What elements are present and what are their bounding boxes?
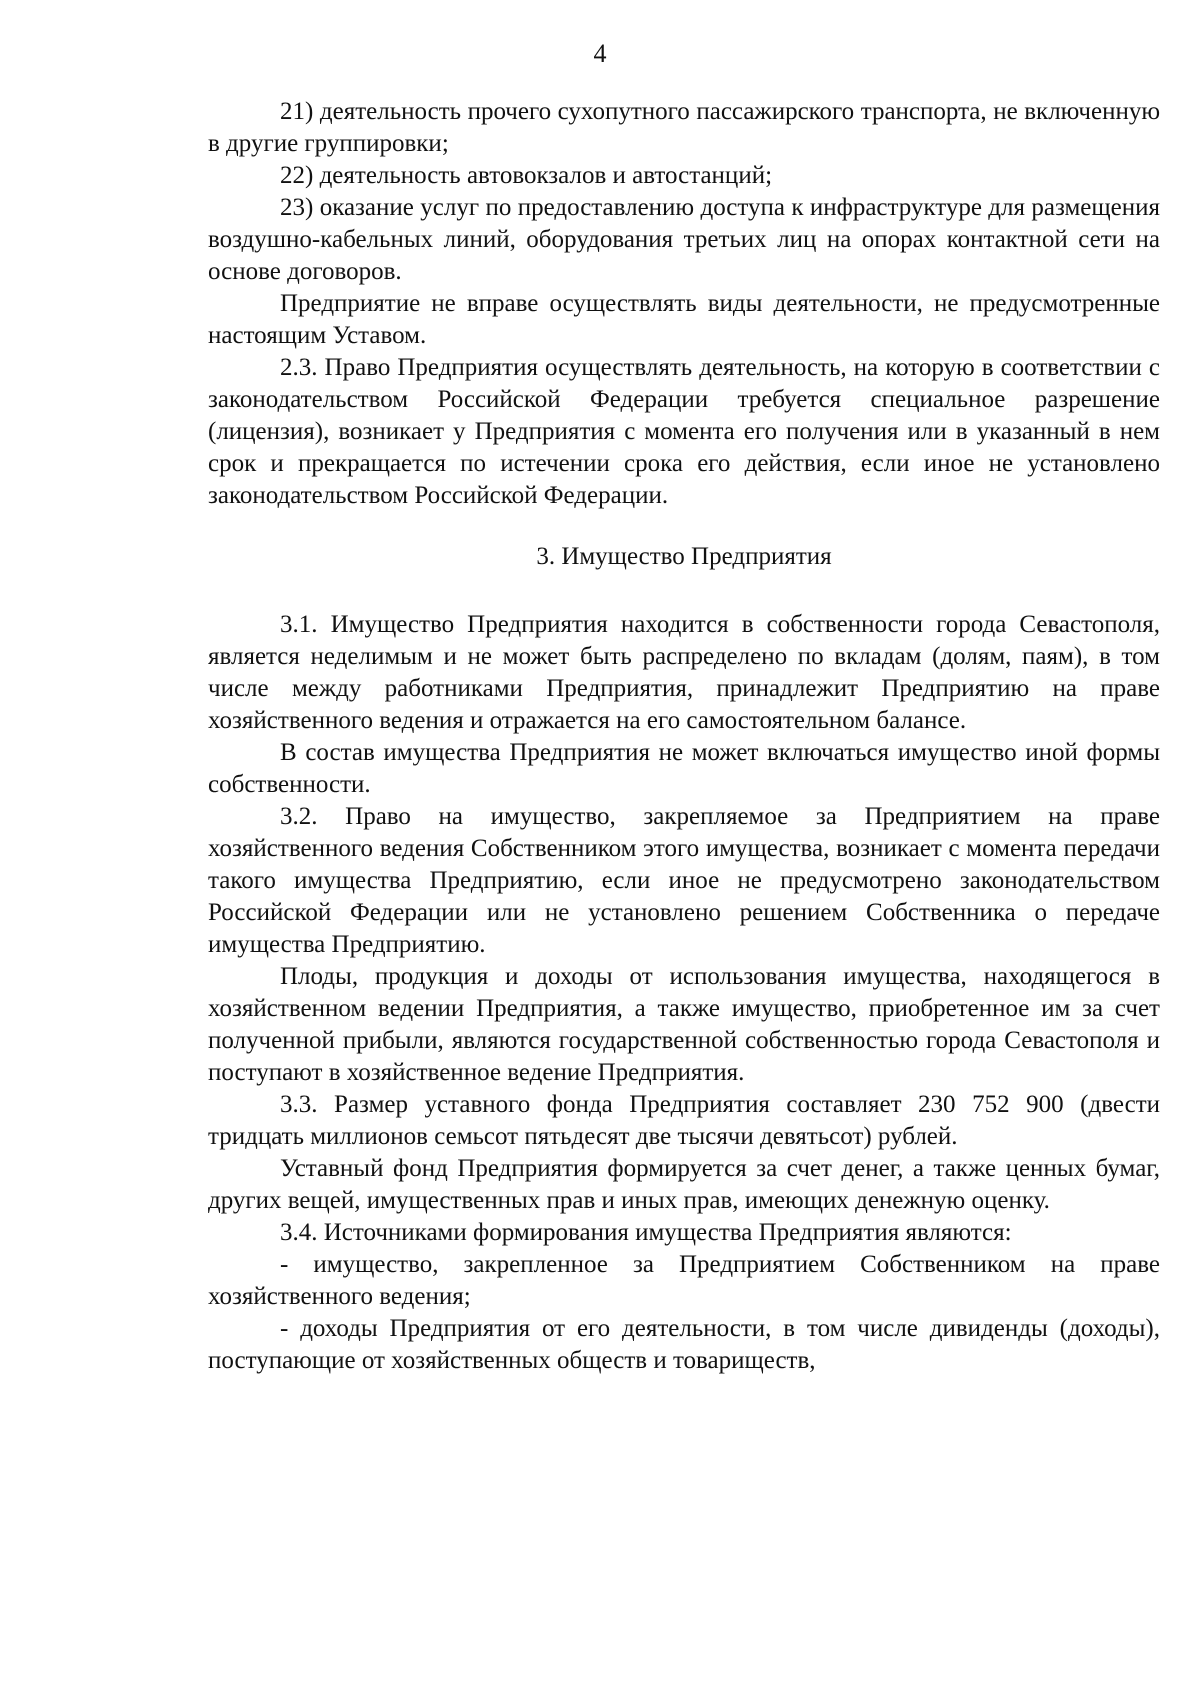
- paragraph-3-4-item-1: - имущество, закрепленное за Предприятием Собственником на праве хозяйственного ведения;: [208, 1251, 1160, 1310]
- paragraph-3-4-item-2: - доходы Предприятия от его деятельности, в том числе дивиденды (доходы), поступающие от хозяйственных обществ и товариществ,: [208, 1315, 1160, 1374]
- paragraph-3-3-fund: Уставный фонд Предприятия формируется за счет денег, а также ценных бумаг, других вещей, имущественных прав и иных прав, имеющих денежную оценку.: [208, 1155, 1160, 1214]
- paragraph-3-2: 3.2. Право на имущество, закрепляемое за Предприятием на праве хозяйственного ведения Собственником этого имущества, возникает с момента передачи такого имущества Предприятию, если иное не предусмотрено законодательством Российской Федерации или не установлено решением Собственника о передаче имущества Предприятию.: [208, 803, 1160, 958]
- paragraph-restriction: Предприятие не вправе осуществлять виды деятельности, не предусмотренные настоящим Уставом.: [208, 290, 1160, 349]
- document-body: [208, 96, 1160, 1377]
- paragraph-3-4: 3.4. Источниками формирования имущества Предприятия являются:: [280, 1219, 1012, 1246]
- paragraph-3-1: 3.1. Имущество Предприятия находится в собственности города Севастополя, является неделимым и не может быть распределено по вкладам (долям, паям), в том числе между работниками Предприятия, принадлежит Предприятию на праве хозяйственного ведения и отражается на его самостоятельном балансе.: [208, 611, 1160, 734]
- paragraph-3-3: 3.3. Размер уставного фонда Предприятия составляет 230 752 900 (двести тридцать миллионов семьсот пятьдесят две тысячи девятьсот) рублей.: [208, 1091, 1160, 1150]
- page-number: 4: [593, 39, 607, 68]
- section-title: 3. Имущество Предприятия: [536, 543, 832, 570]
- paragraph-item-21: 21) деятельность прочего сухопутного пассажирского транспорта, не включенную в другие группировки;: [208, 98, 1160, 157]
- paragraph-item-23: 23) оказание услуг по предоставлению доступа к инфраструктуре для размещения воздушно-кабельных линий, оборудования третьих лиц на опорах контактной сети на основе договоров.: [208, 194, 1160, 285]
- paragraph-3-1-note: В состав имущества Предприятия не может включаться имущество иной формы собственности.: [208, 739, 1160, 798]
- paragraph-3-2-fruits: Плоды, продукция и доходы от использования имущества, находящегося в хозяйственном ведении Предприятия, а также имущество, приобретенное им за счет полученной прибыли, являются государственной собственностью города Севастополя и поступают в хозяйственное ведение Предприятия.: [208, 963, 1160, 1086]
- paragraph-2-3: 2.3. Право Предприятия осуществлять деятельность, на которую в соответствии с законодательством Российской Федерации требуется специальное разрешение (лицензия), возникает у Предприятия с момента его получения или в указанный в нем срок и прекращается по истечении срока его действия, если иное не установлено законодательством Российской Федерации.: [208, 354, 1160, 509]
- paragraph-item-22: 22) деятельность автовокзалов и автостанций;: [280, 162, 773, 189]
